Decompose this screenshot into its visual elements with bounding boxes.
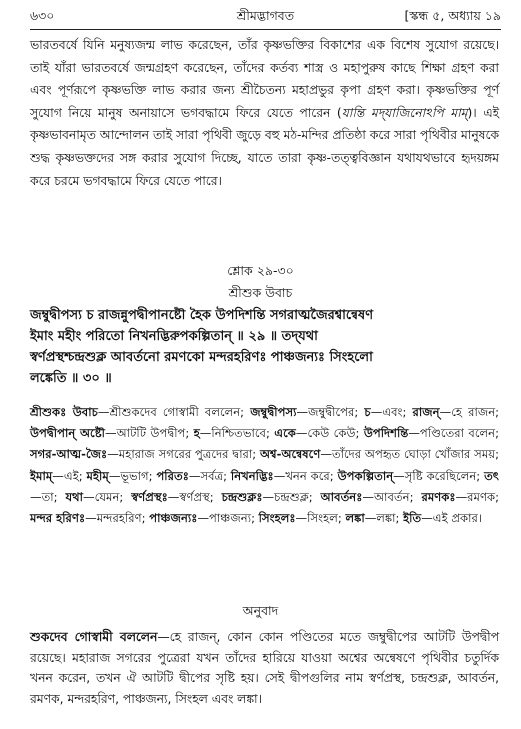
synonym-meaning: —এবং; [370, 405, 413, 419]
translation-body: —হে রাজন্, কোন কোন পণ্ডিতের মতে জম্বুদ্বীপের আটটি উপদ্বীপ রয়েছে। মহারাজ সগরের পুত্রেরা যখন তাঁদের হারিয়ে যাওয়া অশ্বের অন্বেষণে পৃথিবীর চতুর্দিক খনন করেন, তখন ঐ আটটি দ্বীপের সৃষ্টি হয়। সেই দ্বীপগুলির নাম স্বর্ণপ্রস্থ, চন্দ্রশুক্ল, আবর্তন, রমণক, মন্দরহরিণ, পাঞ্চজন্য, সিংহল এবং লঙ্কা। [30, 630, 499, 706]
translation-paragraph [30, 627, 499, 709]
synonym-word: চ [364, 405, 371, 419]
synonym-word: যথা [65, 489, 84, 504]
synonym-word: রমণকঃ [421, 489, 456, 504]
synonym-meaning: —সৃষ্টি করেছিলেন; [393, 468, 485, 483]
synonym-meaning: —পাঞ্চজন্য; [197, 511, 259, 526]
synonym-word: স্বর্ণপ্রস্থঃ [131, 489, 168, 504]
synonym-meaning: —চন্দ্রশুক্ল; [262, 489, 321, 504]
verse-line: স্বর্ণপ্রস্থশ্চন্দ্রশুক্ল আবর্তনো রমণকো মন্দরহরিণঃ পাঞ্চজন্যঃ সিংহলো [30, 350, 373, 365]
purport-text-before: ভারতবর্ষে যিনি মনুষ্যজন্ম লাভ করেছেন, তাঁর কৃষ্ণভক্তির বিকাশের এক বিশেষ সুযোগ রয়েছে। তাই যাঁরা ভারতবর্ষে জন্মগ্রহণ করেছেন, তাঁদের কর্তব্য শাস্ত্র ও মহাপুরুষ কাছে শিক্ষা গ্রহণ করা এবং পূর্ণরূপে কৃষ্ণভক্তি লাভ করার জন্য শ্রীচৈতন্য মহাপ্রভুর কৃপা গ্রহণ করা। কৃষ্ণভক্তির পূর্ণ সুযোগ নিয়ে মানুষ অনায়াসে ভগবদ্ধামে ফিরে যেতে পারেন ( [30, 38, 499, 120]
synonym-word: জম্বুদ্বীপস্য [250, 405, 297, 419]
page-header [30, 8, 501, 26]
synonym-word: উপদিশন্তি [363, 426, 409, 441]
synonym-meaning: —এই প্রকার। [421, 511, 482, 526]
synonym-meaning: —যেমন; [83, 489, 132, 504]
verse-line: জম্বুদ্বীপস্য চ রাজন্নুপদ্বীপানষ্টৌ হৈক উপদিশন্তি সগরাত্মজৈরশ্বান্বেষণ [30, 308, 374, 323]
synonym-meaning: —এই; [52, 468, 87, 483]
header-rule [30, 29, 501, 30]
synonym-word: নিখনদ্ভিঃ [230, 468, 274, 483]
synonym-meaning: —তা; [30, 489, 66, 504]
chapter-reference: [স্কন্ধ ৫, অধ্যায় ১৯ [404, 8, 501, 23]
synonym-meaning: —রমণক; [455, 489, 499, 504]
synonym-word: মন্দর হরিণঃ [30, 511, 86, 526]
synonym-word: চন্দ্রশুক্লঃ [221, 489, 263, 504]
synonym-meaning: —সিংহল; [295, 511, 346, 526]
synonym-word: হ [193, 426, 200, 441]
purport-paragraph [30, 34, 499, 192]
verse-line: লঙ্কেতি ॥ ৩০ ॥ [30, 371, 112, 386]
synonym-meaning: —পণ্ডিতেরা বলেন; [408, 426, 499, 441]
synonym-word: পাঞ্চজন্যঃ [149, 511, 198, 526]
synonym-meaning: —নিশ্চিতভাবে; [199, 426, 275, 441]
page-number: ৬৩০ [30, 8, 55, 23]
synonym-word: লঙ্কা [345, 511, 365, 526]
synonym-meaning: —আটটি উপদ্বীপ; [104, 426, 194, 441]
book-title: শ্রীমদ্ভাগবত [236, 8, 295, 23]
synonym-meaning: —খনন করে; [273, 468, 338, 483]
purport-text-after: )। এই কৃষ্ণভাবনামৃত আন্দোলন তাই সারা পৃথিবী জুড়ে বহু মঠ-মন্দির প্রতিষ্ঠা করে সারা পৃথিবীর মানুষকে শুদ্ধ কৃষ্ণভক্তদের সঙ্গ করার সুযোগ দিচ্ছে, যাতে তারা কৃষ্ণ-তত্ত্ববিজ্ঞান যথাযথভাবে হৃদয়ঙ্গম করে চরমে ভগবদ্ধামে ফিরে যেতে পারে। [30, 105, 499, 188]
purport-quote: যান্তি মদ্‌যাজিনোঽপি মাম্‌ [341, 105, 468, 120]
synonym-word: একে [274, 426, 296, 441]
synonym-meaning: —হে রাজন; [439, 405, 500, 419]
synonym-meaning: —কেউ কেউ; [295, 426, 364, 441]
synonym-word: রাজন্ [412, 405, 440, 419]
verse-line: ইমাং মহীং পরিতো নিখনদ্ভিরুপকল্পিতান্ ॥ ২৯ ॥ তদ্‌যথা [30, 329, 318, 344]
verse-title: শ্লোক ২৯-৩০ [227, 263, 294, 278]
synonym-word: মহীম্ [86, 468, 109, 483]
synonym-word: সিংহলঃ [258, 511, 296, 526]
synonym-word: শ্রীশুকঃ উবাচ [30, 405, 98, 419]
synonym-word: তৎ [484, 468, 499, 483]
translation-title: অনুবাদ [242, 603, 279, 618]
verse-text [30, 305, 499, 389]
synonym-meaning: —স্বর্ণপ্রস্থ; [167, 489, 222, 504]
synonym-meaning: —মন্দরহরিণ; [85, 511, 150, 526]
synonym-word: সগর-আত্ম-জৈঃ [30, 447, 108, 462]
synonym-meaning: —আবর্তন; [362, 489, 422, 504]
synonym-word: উপদ্বীপান্ অষ্টৌ [30, 426, 105, 441]
synonym-word: পরিতঃ [156, 468, 189, 483]
synonym-word: অশ্ব-অন্বেষণে [259, 447, 321, 462]
synonym-meaning: —মহারাজ সগরের পুত্রদের দ্বারা; [107, 447, 260, 462]
synonym-meaning: —লঙ্কা; [364, 511, 404, 526]
word-meanings [30, 402, 499, 529]
synonym-meaning: —জম্বুদ্বীপের; [296, 405, 365, 419]
synonym-word: ইমাম্ [30, 468, 53, 483]
translation-lead: শুকদেব গোস্বামী বললেন [30, 630, 158, 644]
synonym-word: আবর্তনঃ [320, 489, 363, 504]
synonym-meaning: —তাঁদের অপহৃত ঘোড়া খোঁজার সময়; [320, 447, 499, 462]
verse-speaker: শ্রীশুক উবাচ [228, 285, 293, 300]
synonym-meaning: —শ্রীশুকদেব গোস্বামী বললেন; [97, 405, 251, 419]
synonym-word: উপকল্পিতান্ [337, 468, 394, 483]
synonym-meaning: —ভূভাগ; [108, 468, 157, 483]
synonym-word: ইতি [403, 511, 422, 526]
synonym-meaning: —সর্বত্র; [188, 468, 231, 483]
